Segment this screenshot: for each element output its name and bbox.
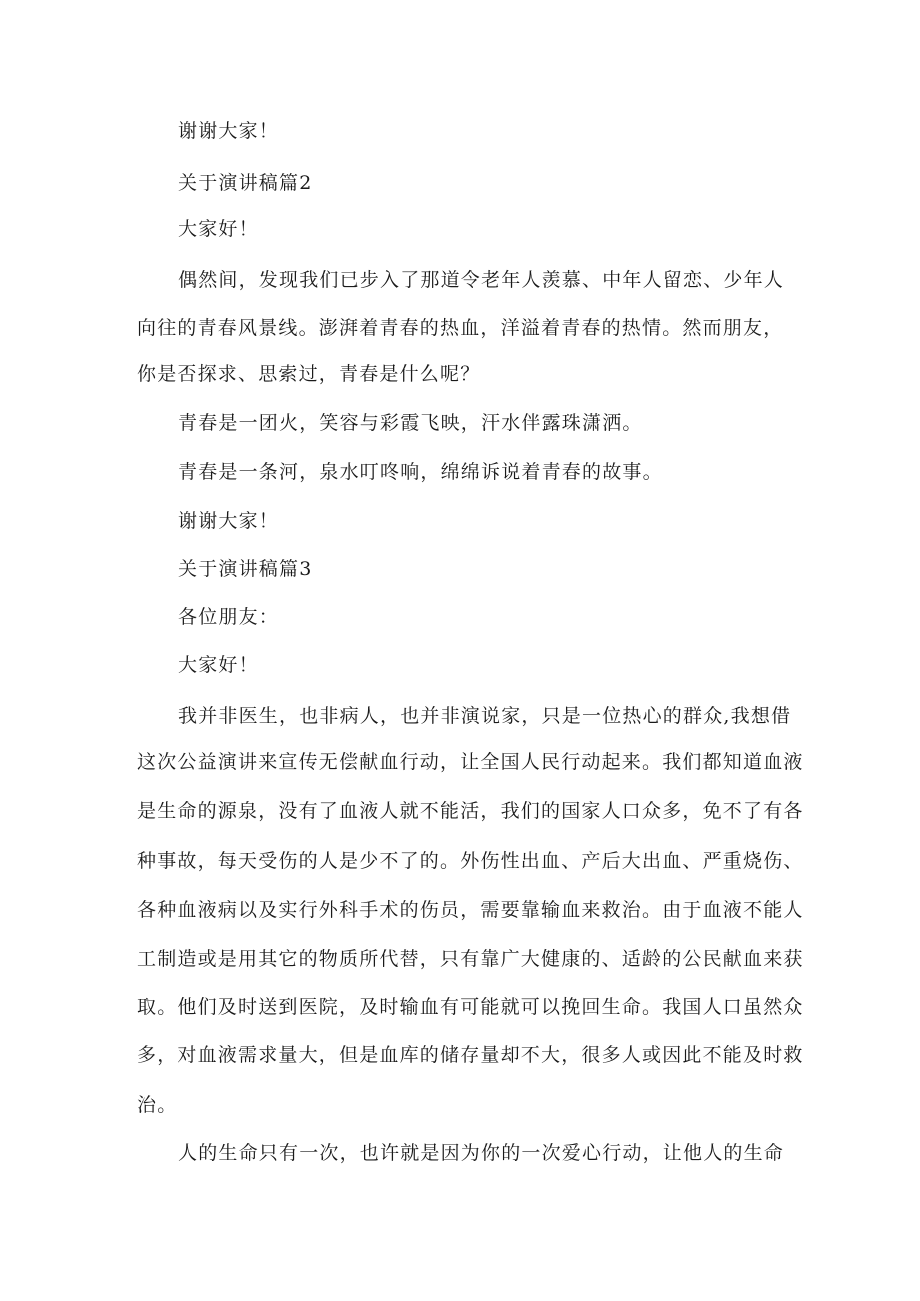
section-heading: 关于演讲稿篇2 <box>178 172 313 194</box>
paragraph-line: 治。 <box>137 1094 178 1116</box>
paragraph-line: 偶然间，发现我们已步入了那道令老年人羡慕、中年人留恋、少年人 <box>178 269 785 291</box>
paragraph-line: 青春是一条河，泉水叮咚响，绵绵诉说着青春的故事。 <box>178 461 663 483</box>
greeting-line: 大家好！ <box>178 218 259 240</box>
paragraph-line: 种事故，每天受伤的人是少不了的。外伤性出血、产后大出血、严重烧伤、 <box>137 850 804 872</box>
paragraph-line: 各种血液病以及实行外科手术的伤员，需要靠输血来救治。由于血液不能人 <box>137 899 804 921</box>
paragraph-line: 这次公益演讲来宣传无偿献血行动，让全国人民行动起来。我们都知道血液 <box>137 751 804 773</box>
paragraph-line: 你是否探求、思索过，青春是什么呢？ <box>137 363 481 385</box>
paragraph-line: 人的生命只有一次，也许就是因为你的一次爱心行动，让他人的生命 <box>178 1142 785 1164</box>
paragraph-line: 工制造或是用其它的物质所代替，只有靠广大健康的、适龄的公民献血来获 <box>137 948 804 970</box>
paragraph-line: 向往的青春风景线。澎湃着青春的热血，洋溢着青春的热情。然而朋友， <box>137 317 784 339</box>
closing-line: 谢谢大家！ <box>178 510 280 532</box>
paragraph-line: 多，对血液需求量大，但是血库的储存量却不大，很多人或因此不能及时救 <box>137 1044 804 1066</box>
paragraph-line: 是生命的源泉，没有了血液人就不能活，我们的国家人口众多，免不了有各 <box>137 800 804 822</box>
paragraph-line: 我并非医生，也非病人，也并非演说家，只是一位热心的群众,我想借 <box>178 705 792 727</box>
section-heading: 关于演讲稿篇3 <box>178 558 313 580</box>
paragraph-line: 青春是一团火，笑容与彩霞飞映，汗水伴露珠潇洒。 <box>178 412 643 434</box>
paragraph-line: 取。他们及时送到医院，及时输血有可能就可以挽回生命。我国人口虽然众 <box>137 996 804 1018</box>
greeting-line: 大家好！ <box>178 654 259 676</box>
salutation-line: 各位朋友： <box>178 606 280 628</box>
closing-line: 谢谢大家！ <box>178 120 280 142</box>
